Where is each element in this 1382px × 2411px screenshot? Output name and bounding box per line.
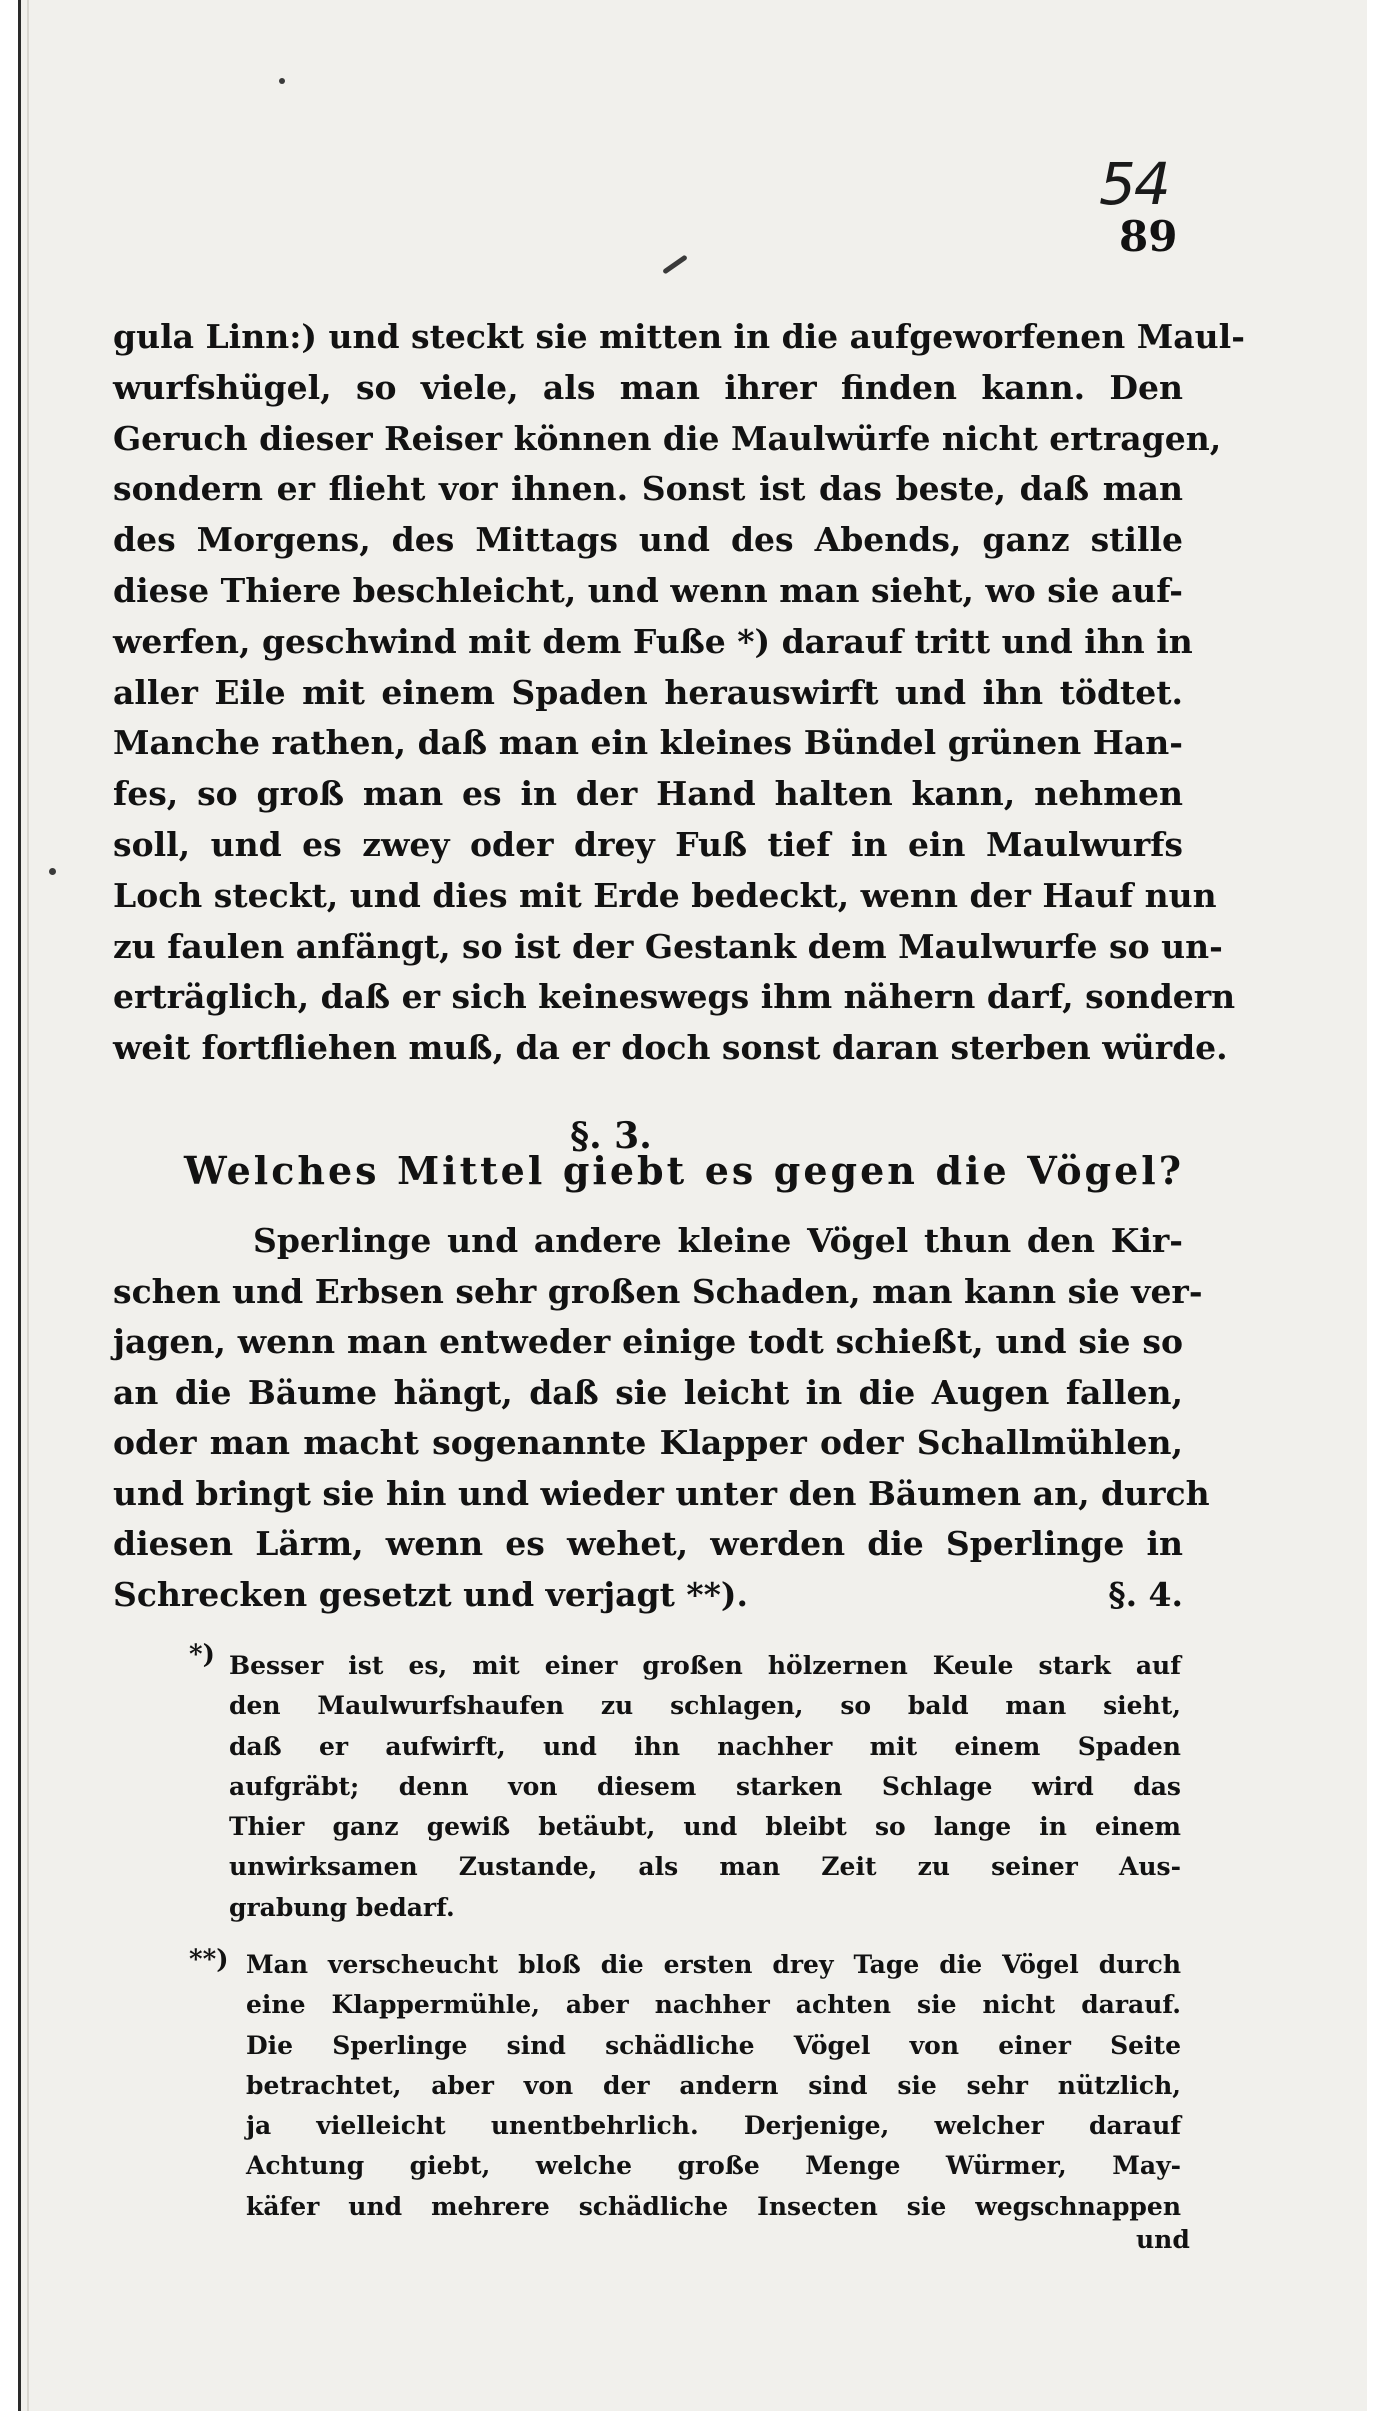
text-line: jagen, wenn man entweder einige todt schießt, und sie so: [113, 1322, 1183, 1361]
footnote-line: Achtung giebt, welche große Menge Würmer, May-: [246, 2151, 1181, 2181]
next-section-number: §. 4.: [1108, 1574, 1183, 1614]
text-line: aller Eile mit einem Spaden herauswirft und ihn tödtet.: [113, 672, 1183, 712]
section-number: §. 3.: [570, 1115, 652, 1157]
text-line: wurfshügel, so viele, als man ihrer finden kann. Den: [113, 367, 1183, 407]
text-line: werfen, geschwind mit dem Fuße *) darauf tritt und ihn in: [113, 621, 1193, 661]
text-line: und bringt sie hin und wieder unter den Bäumen an, durch: [113, 1473, 1210, 1513]
text-line: gula Linn:) und steckt sie mitten in die aufgeworfenen Maul-: [113, 317, 1245, 356]
text-line-last: [113, 1570, 1183, 1621]
text-line: Sperlinge und andere kleine Vögel thun den Kir-: [253, 1221, 1183, 1260]
footnote-line: betrachtet, aber von der andern sind sie sehr nützlich,: [246, 2070, 1181, 2100]
text-line: weit fortfliehen muß, da er doch sonst daran sterben würde.: [113, 1028, 1228, 1068]
ink-speck: [49, 868, 56, 875]
footnote-line: ja vielleicht unentbehrlich. Derjenige, welcher darauf: [246, 2111, 1181, 2141]
footnote-line: daß er aufwirft, und ihn nachher mit einem Spaden: [229, 1731, 1181, 1761]
text-line: Geruch dieser Reiser können die Maulwürfe nicht ertragen,: [113, 418, 1222, 458]
footnote-line: unwirksamen Zustande, als man Zeit zu seiner Aus-: [229, 1852, 1181, 1882]
text-line: erträglich, daß er sich keineswegs ihm nähern darf, sondern: [113, 977, 1236, 1017]
text-line: fes, so groß man es in der Hand halten kann, nehmen: [113, 774, 1183, 814]
text-line: soll, und es zwey oder drey Fuß tief in ein Maulwurfs: [113, 824, 1183, 864]
footnote-line: Die Sperlinge sind schädliche Vögel von einer Seite: [246, 2030, 1181, 2060]
text-line: des Morgens, des Mittags und des Abends, ganz stille: [113, 520, 1183, 560]
footnote-line: käfer und mehrere schädliche Insecten sie wegschnappen: [246, 2191, 1181, 2221]
footnote-line: aufgräbt; denn von diesem starken Schlage wird das: [229, 1771, 1181, 1801]
text-line: diesen Lärm, wenn es wehet, werden die Sperlinge in: [113, 1524, 1183, 1563]
handwritten-page-number: 54: [1099, 150, 1169, 218]
paragraph-2: [113, 1216, 1210, 1620]
book-page: [18, 0, 1367, 2411]
footnote-2: [246, 1945, 1181, 2227]
ink-speck: [279, 78, 285, 84]
text-line: Loch steckt, und dies mit Erde bedeckt, wenn der Hauf nun: [113, 875, 1217, 915]
text-line: sondern er flieht vor ihnen. Sonst ist das beste, daß man: [113, 469, 1183, 509]
catchword: und: [1136, 2225, 1190, 2254]
text-line: oder man macht sogenannte Klapper oder Schallmühlen,: [113, 1423, 1183, 1462]
footnote-line: eine Klappermühle, aber nachher achten sie nicht darauf.: [246, 1990, 1181, 2020]
text-line: Manche rathen, daß man ein kleines Bündel grünen Han-: [113, 723, 1183, 763]
footnote-line: Besser ist es, mit einer großen hölzernen Keule stark auf: [229, 1651, 1181, 1680]
footnote-line: Thier ganz gewiß betäubt, und bleibt so lange in einem: [229, 1812, 1181, 1842]
text-line: an die Bäume hängt, daß sie leicht in die Augen fallen,: [113, 1372, 1183, 1412]
page-number: 89: [1119, 212, 1178, 261]
footnote-1: [229, 1646, 1181, 1928]
text-line: schen und Erbsen sehr großen Schaden, man kann sie ver-: [113, 1271, 1203, 1311]
text-line: zu faulen anfängt, so ist der Gestank dem Maulwurfe so un-: [113, 926, 1223, 966]
ink-mark: [662, 254, 688, 274]
text-line: Schrecken gesetzt und verjagt **).: [113, 1574, 748, 1614]
footnote-marker: *): [189, 1640, 215, 1670]
footnote-line: grabung bedarf.: [229, 1892, 455, 1922]
footnote-line: Man verscheucht bloß die ersten drey Tage die Vögel durch: [246, 1950, 1181, 1979]
paragraph-1: [113, 312, 1245, 1074]
section-heading: Welches Mittel giebt es gegen die Vögel?: [184, 1148, 1184, 1193]
footnote-line: den Maulwurfshaufen zu schlagen, so bald man sieht,: [229, 1691, 1181, 1721]
footnote-marker: **): [189, 1945, 229, 1975]
text-line: diese Thiere beschleicht, und wenn man sieht, wo sie auf-: [113, 570, 1183, 610]
